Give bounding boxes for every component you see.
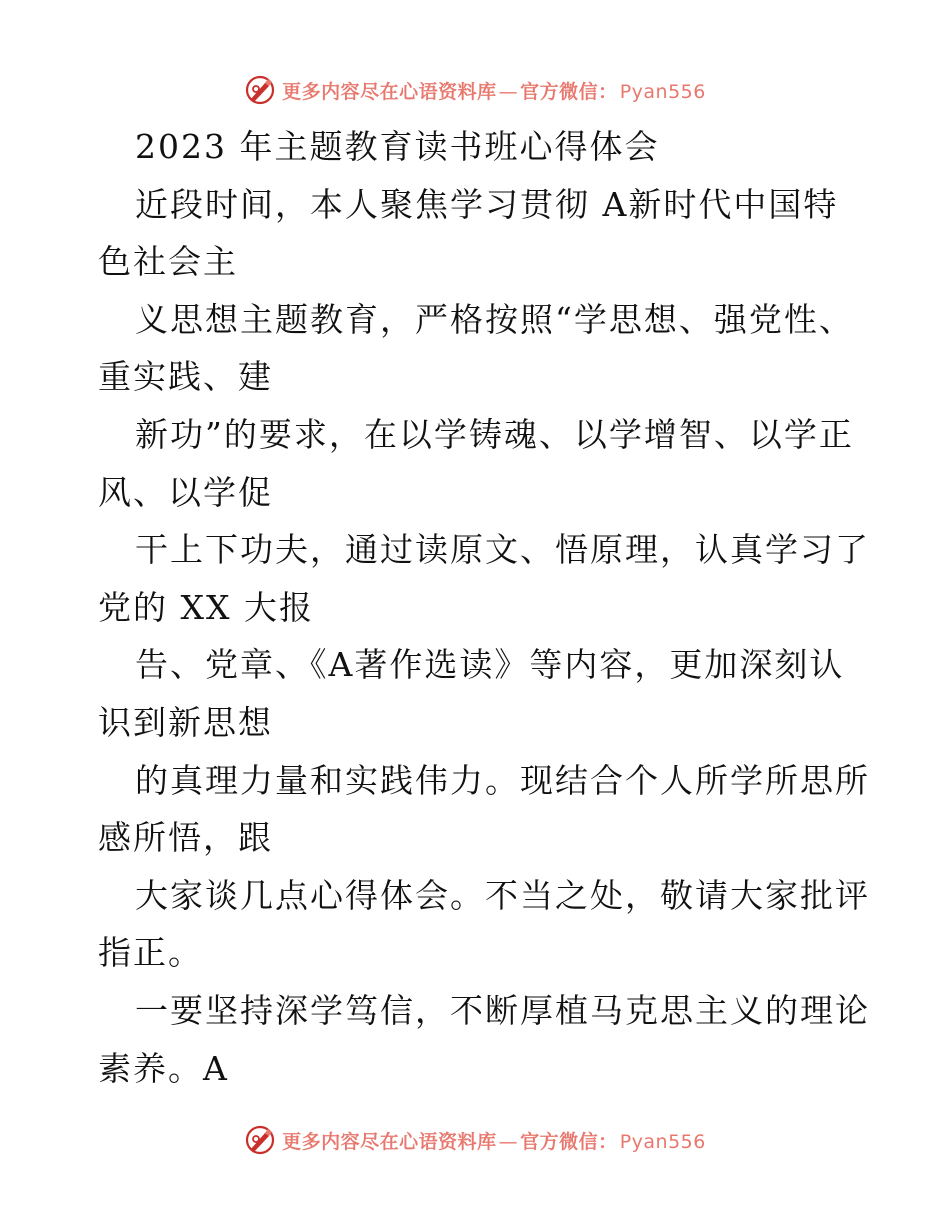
document-body bbox=[98, 118, 870, 1097]
text-line: 识到新思想 bbox=[98, 702, 273, 742]
text-line: 告、党章、《A著作选读》等内容，更加深刻认 bbox=[135, 645, 845, 685]
text-line: 大家谈几点心得体会。不当之处，敬请大家批评 bbox=[135, 875, 870, 915]
watermark-wechat-id: Pyan556 bbox=[619, 1130, 706, 1153]
text-line: 风、以学促 bbox=[98, 472, 273, 512]
text-line: 干上下功夫，通过读原文、悟原理，认真学习了 bbox=[135, 530, 870, 570]
watermark-dash: — bbox=[498, 1130, 519, 1153]
text-line: 义思想主题教育，严格按照“学思想、强党性、 bbox=[135, 299, 854, 339]
text-line: 新功”的要求，在以学铸魂、以学增智、以学正 bbox=[135, 414, 854, 454]
header-watermark bbox=[0, 70, 950, 110]
pen-logo-icon bbox=[244, 74, 276, 106]
text-line: 的真理力量和实践伟力。现结合个人所学所思所 bbox=[135, 760, 870, 800]
watermark-main: 更多内容尽在心语资料库 bbox=[282, 1130, 497, 1153]
document-title: 2023 年主题教育读书班心得体会 bbox=[135, 127, 660, 166]
text-line: 色社会主 bbox=[98, 242, 238, 282]
text-line: 感所悟，跟 bbox=[98, 818, 273, 858]
text-line: 近段时间，本人聚焦学习贯彻 A新时代中国特 bbox=[135, 184, 839, 224]
text-line: 一要坚持深学笃信，不断厚植马克思主义的理论 bbox=[135, 990, 870, 1030]
watermark-dash: — bbox=[498, 80, 519, 103]
text-line: 重实践、建 bbox=[98, 357, 273, 397]
watermark-wechat-label: 官方微信： bbox=[520, 1130, 618, 1153]
watermark-text bbox=[282, 1127, 706, 1154]
watermark-main: 更多内容尽在心语资料库 bbox=[282, 80, 497, 103]
pen-logo-icon bbox=[244, 1124, 276, 1156]
text-line: 指正。 bbox=[98, 933, 203, 973]
text-line: 素养。A bbox=[98, 1048, 229, 1088]
watermark-wechat-label: 官方微信： bbox=[520, 80, 618, 103]
watermark-text bbox=[282, 77, 706, 104]
watermark-wechat-id: Pyan556 bbox=[619, 80, 706, 103]
footer-watermark bbox=[0, 1120, 950, 1160]
text-line: 党的 XX 大报 bbox=[98, 587, 314, 627]
